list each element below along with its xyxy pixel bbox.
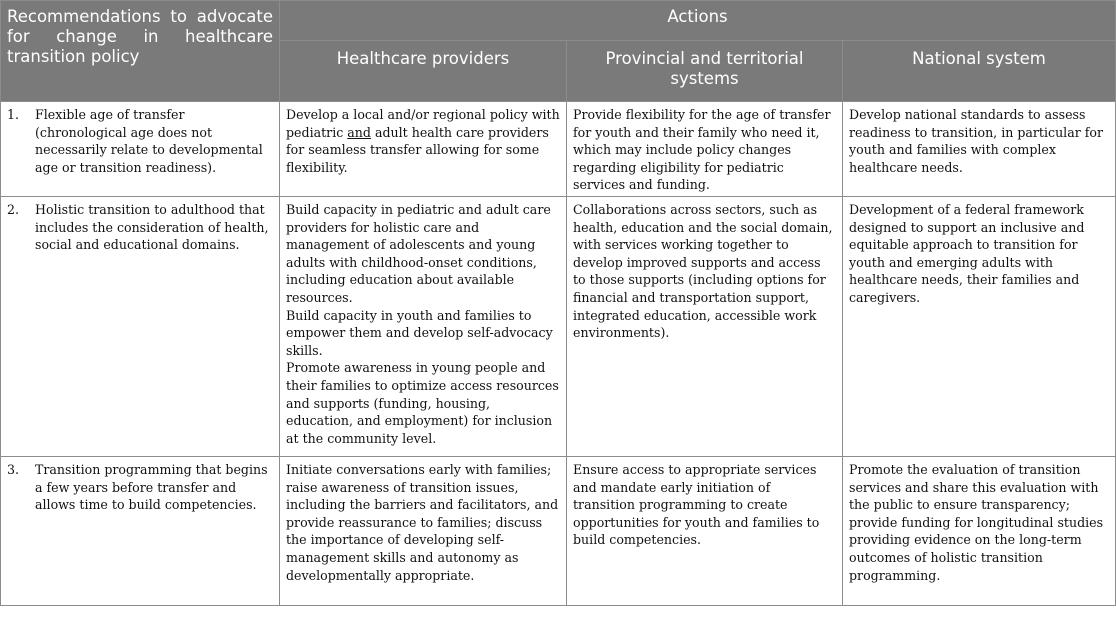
national-system-cell: Promote the evaluation of transition services and share this evaluation with the public to ensure transparency; provide funding for longitudinal studies providing evidence on the long-term outcomes of holistic transition programming. [843, 456, 1116, 605]
providers-paragraph: Build capacity in pediatric and adult care providers for holistic care and management of adolescents and young adults with childhood-onset conditions, including education about available resources. [286, 201, 551, 305]
national-system-cell: Development of a federal framework designed to support an inclusive and equitable approach to transition for youth and emerging adults with healthcare needs, their families and caregivers. [843, 196, 1116, 456]
healthcare-providers-cell [280, 102, 567, 197]
providers-paragraph: Build capacity in youth and families to empower them and develop self-advocacy skills. [286, 307, 553, 358]
provincial-territorial-cell: Provide flexibility for the age of transfer for youth and their family who need it, which may include policy changes regarding eligibility for pediatric services and funding. [567, 102, 843, 197]
recommendation-cell [1, 102, 280, 197]
header-national-system: National system [843, 41, 1116, 102]
recommendation-text: Transition programming that begins a few years before transfer and allows time to build competencies. [35, 461, 268, 513]
healthcare-providers-cell [280, 196, 567, 456]
recommendation-cell [1, 456, 280, 605]
providers-underlined-word: and [347, 124, 371, 140]
table-row [1, 456, 1116, 605]
row-number: 2. [7, 201, 20, 217]
row-number: 3. [7, 461, 20, 477]
providers-text-end: adult health care providers for seamless transfer allowing for some flexibility. [286, 124, 549, 175]
table-row [1, 196, 1116, 456]
national-system-cell: Develop national standards to assess readiness to transition, in particular for youth and families with complex healthcare needs. [843, 102, 1116, 197]
table-row [1, 102, 1116, 197]
table-body [1, 102, 1116, 606]
header-recommendations: Recommendations to advocate for change in healthcare transition policy [1, 1, 280, 102]
header-healthcare-providers: Healthcare providers [280, 41, 567, 102]
provincial-territorial-cell: Ensure access to appropriate services and mandate early initiation of transition programming to create opportunities for youth and families to build competencies. [567, 456, 843, 605]
header-actions: Actions [280, 1, 1116, 41]
header-row-top [1, 1, 1116, 41]
recommendation-cell [1, 196, 280, 456]
healthcare-providers-cell: Initiate conversations early with families; raise awareness of transition issues, including the barriers and facilitators, and provide reassurance to families; discuss the importance of developing self-management skills and autonomy as developmentally appropriate. [280, 456, 567, 605]
providers-text-start: Develop a local and/or regional policy with pediatric [286, 107, 560, 140]
header-provincial-territorial: Provincial and territorial systems [567, 41, 843, 102]
recommendation-text: Flexible age of transfer (chronological age does not necessarily relate to developmental age or transition readiness). [35, 107, 263, 175]
providers-paragraph: Promote awareness in young people and their families to optimize access resources and supports (funding, housing, education, and employment) for inclusion at the community level. [286, 360, 559, 446]
row-number: 1. [7, 107, 20, 122]
recommendation-text: Holistic transition to adulthood that includes the consideration of health, social and educational domains. [35, 201, 269, 253]
provincial-territorial-cell: Collaborations across sectors, such as health, education and the social domain, with services working together to develop improved supports and access to those supports (including options for financial and transportation support, integrated education, accessible work environments). [567, 196, 843, 456]
table-header [1, 1, 1116, 102]
